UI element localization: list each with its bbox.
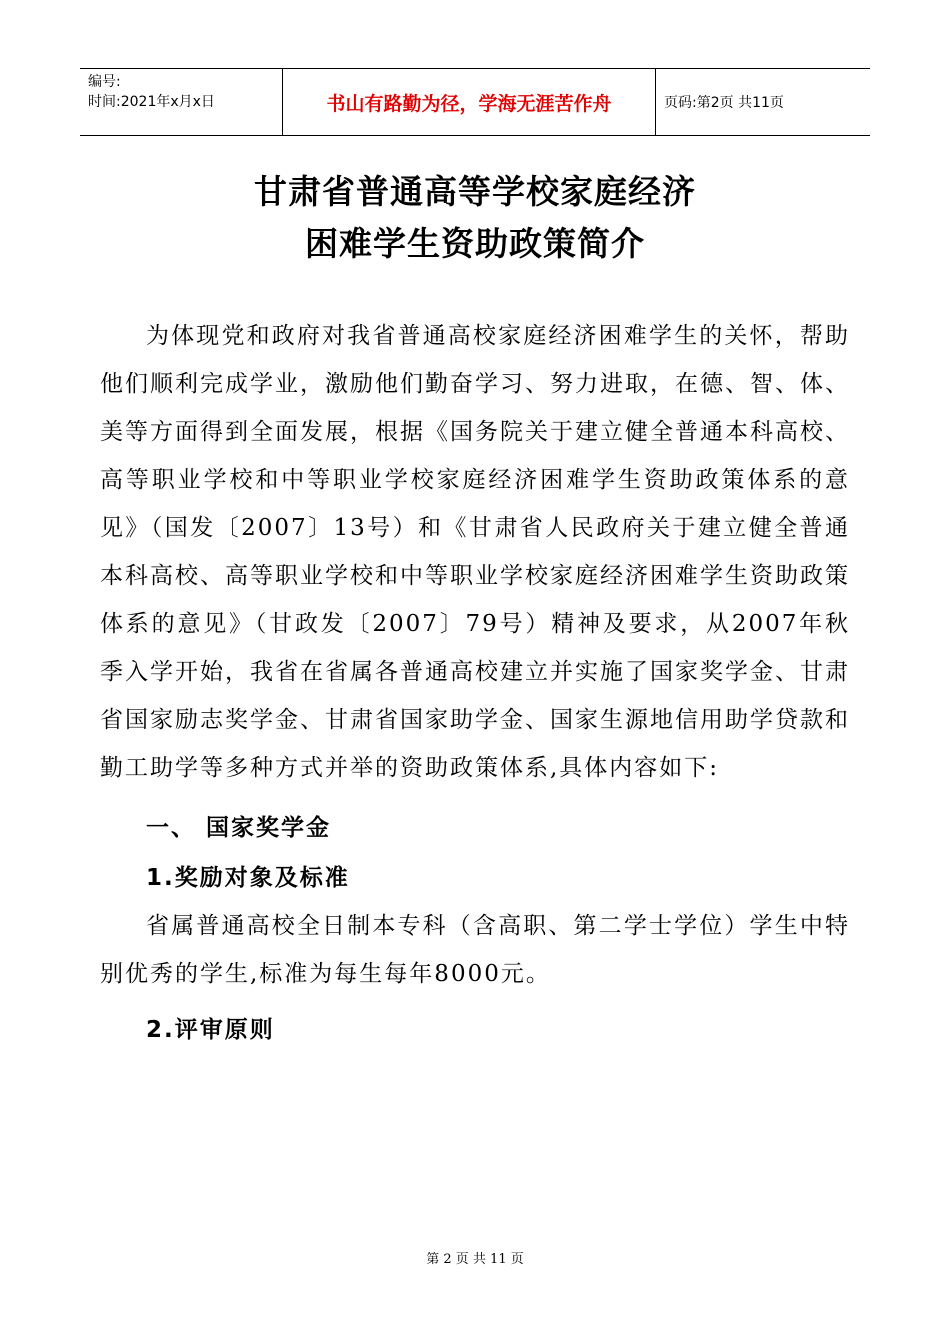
header-motto: 书山有路勤为径，学海无涯苦作舟 (282, 69, 656, 135)
header-page-label: 页码:第2页 共11页 (664, 95, 784, 111)
subsection-heading-2: 2.评审原则 (146, 1017, 275, 1043)
header-meta (80, 69, 282, 135)
document-number-label: 编号: (88, 74, 121, 90)
document-body (100, 312, 850, 1054)
intro-paragraph: 为体现党和政府对我省普通高校家庭经济困难学生的关怀，帮助他们顺利完成学业，激励他们勤奋学习、努力进取，在德、智、体、美等方面得到全面发展，根据《国务院关于建立健全普通本科高校、高等职业学校和中等职业学校家庭经济困难学生资助政策体系的意见》（国发〔2007〕13号）和《甘肃省人民政府关于建立健全普通本科高校、高等职业学校和中等职业学校家庭经济困难学生资助政策体系的意见》（甘政发〔2007〕79号）精神及要求，从2007年秋季入学开始，我省在省属各普通高校建立并实施了国家奖学金、甘肃省国家励志奖学金、甘肃省国家助学金、国家生源地信用助学贷款和勤工助学等多种方式并举的资助政策体系,具体内容如下: (100, 323, 850, 781)
document-title-line1: 甘肃省普通高等学校家庭经济 (254, 172, 696, 211)
page-footer: 第 2 页 共 11 页 (426, 1252, 524, 1267)
document-title-line2: 困难学生资助政策简介 (305, 224, 645, 263)
section-heading-1: 一、 国家奖学金 (146, 815, 332, 841)
subsection-1-paragraph: 省属普通高校全日制本专科（含高职、第二学士学位）学生中特别优秀的学生,标准为每生每年8000元。 (100, 913, 850, 987)
subsection-heading-1: 1.奖励对象及标准 (146, 865, 350, 891)
page-header (80, 68, 870, 136)
document-time-label: 时间:2021年x月x日 (88, 94, 215, 110)
